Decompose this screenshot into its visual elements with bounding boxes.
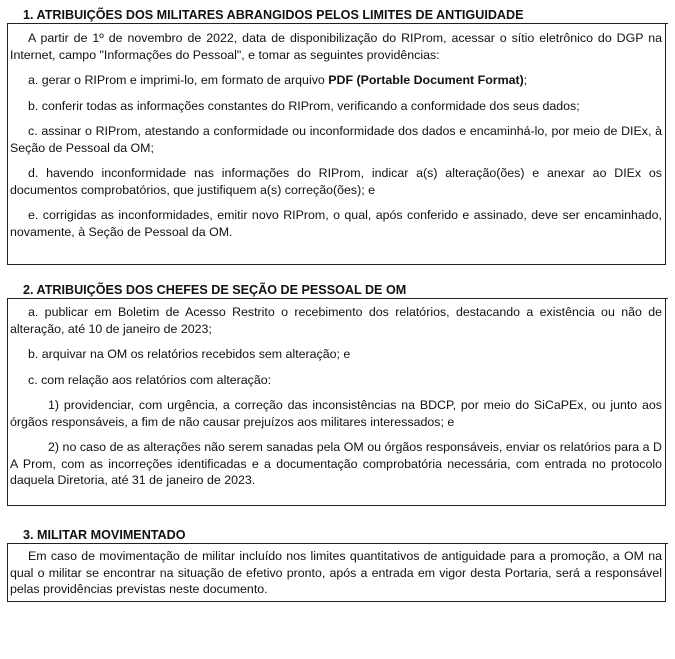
section-1-intro: A partir de 1º de novembro de 2022, data de disponibilização do RIProm, acessar o sítio eletrônico do DGP na Internet, campo "Informações do Pessoal", e tomar as seguintes providências:: [10, 31, 662, 62]
section-2-title: 2. ATRIBUIÇÕES DOS CHEFES DE SEÇÃO DE PESSOAL DE OM: [7, 282, 668, 299]
section-1-item-e: e. corrigidas as inconformidades, emitir novo RIProm, o qual, após conferido e assinado, deve ser encaminhado, novamente, à Seção de Pessoal da OM.: [10, 208, 662, 239]
section-1-box: [7, 24, 666, 265]
section-1-title: 1. ATRIBUIÇÕES DOS MILITARES ABRANGIDOS PELOS LIMITES DE ANTIGUIDADE: [7, 7, 668, 24]
section-2-item-c: c. com relação aos relatórios com alteração:: [28, 372, 272, 387]
section-3-text: Em caso de movimentação de militar incluído nos limites quantitativos de antiguidade para a promoção, a OM na qual o militar se encontrar na situação de efetivo pronto, após a entrada em vigor desta Portaria, será a responsável pelas providências previstas neste documento.: [10, 549, 662, 596]
section-3-title: 3. MILITAR MOVIMENTADO: [7, 527, 668, 544]
item-a-end: ;: [523, 73, 528, 87]
section-2-sub-2: 2) no caso de as alterações não serem sanadas pela OM ou órgãos responsáveis, enviar os relatórios para a D A Prom, com as incorreções identificadas e a documentação comprobatória necessária, com entrada no protocolo daquela Diretoria, até 31 de janeiro de 2023.: [10, 440, 662, 487]
item-a-bold-format: PDF (Portable Document Format): [328, 73, 524, 87]
section-2-item-b: b. arquivar na OM os relatórios recebidos sem alteração; e: [28, 347, 351, 361]
section-3-box: [7, 544, 666, 602]
section-1-item-c: c. assinar o RIProm, atestando a conformidade ou inconformidade dos dados e encaminhá-lo, por meio de DIEx, à Seção de Pessoal da OM;: [10, 124, 662, 155]
section-1-item-b: b. conferir todas as informações constantes do RIProm, verificando a conformidade dos seus dados;: [28, 98, 580, 113]
section-1-item-a: [10, 72, 662, 89]
section-1-item-d: d. havendo inconformidade nas informações do RIProm, indicar a(s) alteração(ões) e anexar ao DIEx os documentos comprobatórios, que justifiquem a(s) correção(ões); e: [10, 166, 662, 197]
section-2-sub-1: 1) providenciar, com urgência, a correção das inconsistências na BDCP, por meio do SiCaPEx, ou junto aos órgãos responsáveis, a fim de não causar prejuízos aos militares interessados; e: [10, 398, 662, 429]
section-2-box: [7, 299, 666, 506]
item-a-text: a. gerar o RIProm e imprimi-lo, em formato de arquivo: [28, 73, 329, 87]
section-2-item-a: a. publicar em Boletim de Acesso Restrito o recebimento dos relatórios, destacando a existência ou não de alteração, até 10 de janeiro de 2023;: [10, 305, 662, 336]
